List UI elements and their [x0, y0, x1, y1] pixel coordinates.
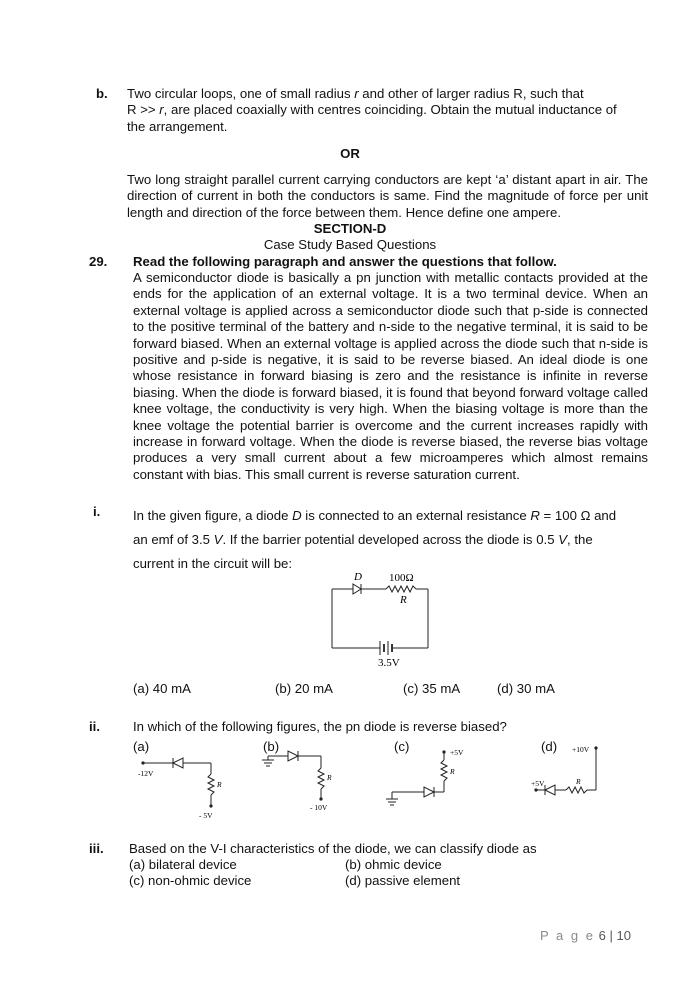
figure-a-reverse-bias — [133, 750, 233, 822]
fig-option-c[interactable]: (c) — [394, 739, 410, 754]
subquestion-i-options — [0, 681, 700, 699]
question-28b-text: Two circular loops, one of small radius r and other of larger radius R, such that R >> r, are placed coaxially with centres coinciding. Obtain the mutual inductance of the arrangement. — [127, 86, 617, 134]
case-study-passage: A semiconductor diode is basically a pn junction with metallic contacts provided at the ends for the application of an external voltage. It is a two terminal device. When an external voltage is applied across a semiconductor diode such that p-side is connected to the positive terminal of the battery and n-side to the negative terminal, it is said to be forward biased. When an external voltage is applied across the diode such that n-side is positive and p-side is negative, it is said to be reverse biased. An ideal diode is one whose resistance in forward biasing is zero and the resistance is infinite in reverse biasing. When the diode is forward biased, it is found that beyond forward voltage called knee voltage, the conductivity is very high. When the biasing voltage is more than the knee voltage the potential barrier is overcome and the current increases rapidly with increase in forward voltage. When the diode is reverse biased, the reverse bias voltage produces a very small current about a few microamperes which almost remains constant with bias. This small current is reverse saturation current. — [133, 270, 648, 482]
fig-c-v1: +5V — [450, 748, 464, 757]
fig-d-v2: +5V — [531, 779, 545, 788]
question-label-b: b. — [96, 86, 108, 101]
fig-c-r: R — [450, 767, 455, 776]
question-28b-alt-text: Two long straight parallel current carrying conductors are kept ‘a’ distant apart in air. The direction of current in both the conductors is same. Find the magnitude of force per unit length and direction of the force between them. Hence define one ampere. — [127, 172, 648, 220]
subquestion-ii-text: In which of the following figures, the pn diode is reverse biased? — [133, 719, 507, 734]
page-total: 10 — [616, 928, 631, 943]
section-subtitle: Case Study Based Questions — [263, 237, 437, 252]
fig-option-d[interactable]: (d) — [541, 739, 558, 754]
page-label: P a g e — [540, 928, 595, 943]
option-iii-b[interactable]: (b) ohmic device — [345, 857, 442, 872]
question-29-heading: Read the following paragraph and answer the questions that follow. — [133, 254, 557, 269]
page-footer — [540, 928, 631, 943]
subquestion-label-ii: ii. — [89, 719, 100, 734]
diode-symbol — [353, 584, 361, 594]
fig-a-v1: -12V — [138, 769, 154, 778]
fig-b-r: R — [327, 773, 332, 782]
fig-option-b[interactable]: (b) — [263, 739, 280, 754]
subquestion-i-text: In the given figure, a diode D is connected to an external resistance R = 100 Ω and an emf of 3.5 V. If the barrier potential developed across the diode is 0.5 V, the current in the circuit will be: — [133, 508, 617, 571]
subquestion-label-iii: iii. — [89, 841, 104, 856]
option-c[interactable]: (c) 35 mA — [403, 681, 461, 696]
page-number: 6 — [598, 928, 606, 943]
resistor-symbol — [386, 586, 416, 592]
figure-b — [258, 746, 358, 818]
subquestion-iii-text: Based on the V-I characteristics of the diode, we can classify diode as — [129, 841, 537, 856]
option-iii-a[interactable]: (a) bilateral device — [129, 857, 237, 872]
section-title: SECTION-D — [313, 221, 387, 236]
fig-d-v1: +10V — [572, 745, 590, 754]
diode-label: D — [354, 571, 362, 583]
figure-d — [528, 742, 628, 806]
resistor-value-label: 100Ω — [389, 572, 414, 584]
subquestion-label-i: i. — [93, 504, 101, 519]
option-iii-c[interactable]: (c) non-ohmic device — [129, 873, 252, 888]
option-iii-d[interactable]: (d) passive element — [345, 873, 461, 888]
diode-circuit-figure — [320, 568, 440, 672]
emf-label: 3.5V — [378, 657, 400, 669]
or-separator: OR — [340, 146, 360, 161]
fig-d-r: R — [576, 777, 581, 786]
page-separator: | — [609, 928, 613, 943]
option-b[interactable]: (b) 20 mA — [275, 681, 333, 696]
fig-a-v2: - 5V — [199, 811, 213, 820]
fig-a-r: R — [217, 780, 222, 789]
fig-b-v2: - 10V — [310, 803, 328, 812]
resistor-name-label: R — [400, 594, 407, 606]
option-d[interactable]: (d) 30 mA — [497, 681, 555, 696]
option-a[interactable]: (a) 40 mA — [133, 681, 191, 696]
fig-option-a[interactable]: (a) — [133, 739, 150, 754]
question-number-29: 29. — [89, 254, 108, 269]
figure-c — [378, 744, 478, 814]
